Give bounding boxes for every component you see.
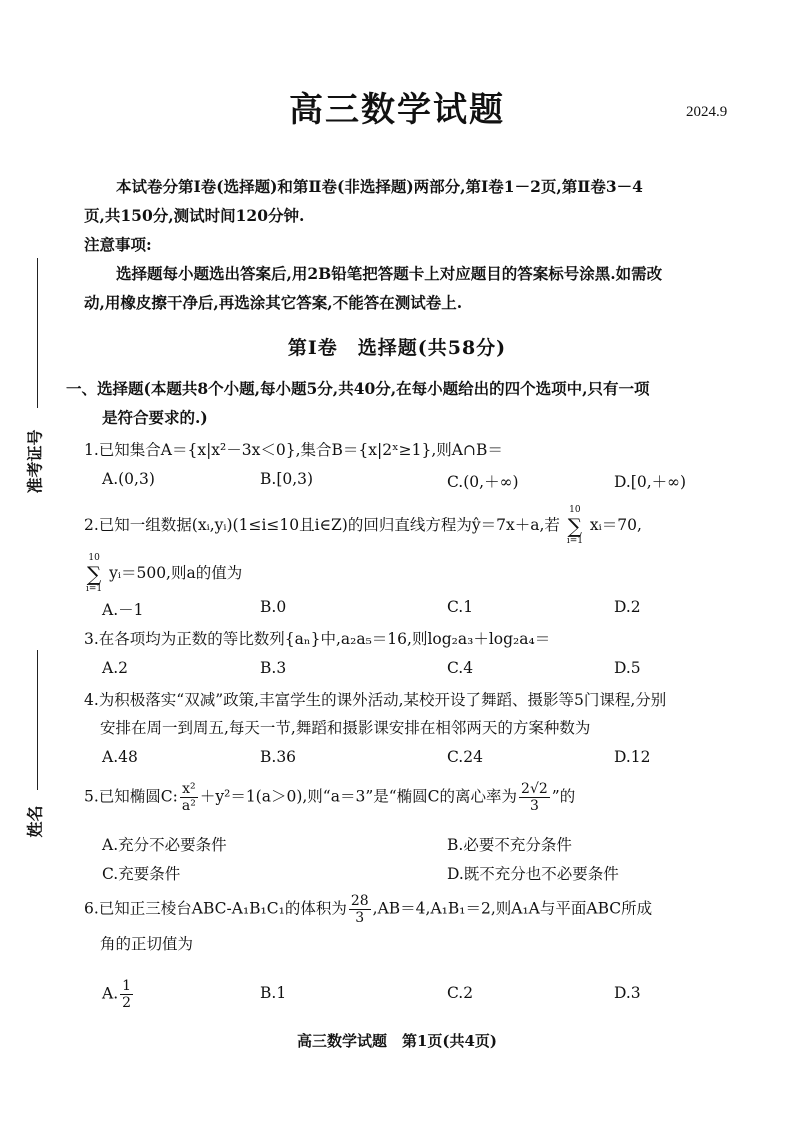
option-c: C.24: [447, 748, 483, 766]
part1-heading: [66, 374, 774, 432]
option-b: B.[0,3): [260, 470, 314, 488]
option-d: D.[0,＋∞): [614, 473, 687, 491]
sum-symbol: 10 ∑ i=1: [566, 505, 583, 546]
exam-date: 2024.9: [686, 104, 728, 120]
question-1-stem: 1.已知集合A＝{x|x²－3x＜0},集合B＝{x|2ˣ≥1},则A∩B＝: [84, 441, 503, 459]
intro-line1: 本试卷分第Ⅰ卷(选择题)和第Ⅱ卷(非选择题)两部分,第Ⅰ卷1－2页,第Ⅱ卷3－4: [116, 177, 643, 196]
question-1: [84, 436, 774, 464]
notice-line2: 动,用橡皮擦干净后,再选涂其它答案,不能答在测试卷上.: [84, 293, 463, 312]
option-b: B.36: [260, 748, 297, 766]
question-5-stem-b: ＋y²＝1(a＞0),则“a＝3”是“椭圆C的离心率为: [199, 787, 518, 806]
option-a: A. $\frac{1}{2}$: [102, 978, 132, 1011]
option-d: D.3: [614, 984, 641, 1002]
page-title: 高三数学试题: [289, 90, 505, 130]
question-2: [84, 505, 774, 595]
part1-heading-line1: 一、选择题(本题共8个小题,每小题5分,共40分,在每小题给出的四个选项中,只有一项: [66, 379, 650, 398]
option-c: C.4: [447, 659, 474, 677]
option-d: D.既不充分也不必要条件: [447, 865, 619, 883]
fraction-volume: $\frac{28}{3}$: [350, 893, 369, 926]
option-a: A.2: [102, 659, 128, 677]
question-4-line1: 4.为积极落实“双减”政策,丰富学生的课外活动,某校开设了舞蹈、摄影等5门课程,分别: [84, 691, 667, 709]
question-3: [84, 625, 774, 653]
question-6: [84, 893, 774, 958]
intro: [84, 172, 774, 317]
option-c: C.(0,＋∞): [447, 473, 519, 491]
option-d: D.12: [614, 748, 651, 766]
question-5-stem-a: 5.已知椭圆C:: [84, 787, 178, 806]
option-c: C.1: [447, 598, 474, 616]
option-a: A.(0,3): [102, 470, 155, 488]
option-a: A.－1: [102, 601, 144, 619]
option-d: D.2: [614, 598, 641, 616]
sum-symbol: 10 ∑ i=1: [86, 553, 103, 594]
option-a: A.48: [102, 748, 138, 766]
notice-line1: 选择题每小题选出答案后,用2B铅笔把答题卡上对应题目的答案标号涂黑.如需改: [116, 264, 663, 283]
exam-id-label: 准考证号: [25, 429, 45, 494]
option-d: D.5: [614, 659, 641, 677]
question-5: [84, 781, 774, 814]
question-6-line1: 6.已知正三棱台ABC-A₁B₁C₁的体积为 $\frac{28}{3}$ ,AB＝4,A₁B₁＝2,则A₁A与平面ABC所成: [84, 893, 653, 926]
option-a: A.充分不必要条件: [102, 836, 227, 854]
option-c: C.2: [447, 984, 474, 1002]
page-footer: 高三数学试题 第1页(共4页): [296, 1032, 498, 1050]
question-2-line2: [84, 553, 774, 595]
option-b: B.必要不充分条件: [447, 836, 572, 854]
question-2-stem-c: yᵢ＝500,则a的值为: [109, 564, 243, 582]
intro-line2: 页,共150分,测试时间120分钟.: [84, 206, 305, 225]
question-2-stem-a: 2.已知一组数据(xᵢ,yᵢ)(1≤i≤10且i∈Z)的回归直线方程为ŷ＝7x＋a,若: [84, 516, 560, 534]
question-2-line1: [84, 505, 774, 547]
fraction-one-half: $\frac{1}{2}$: [122, 978, 132, 1011]
question-5-stem-c: ”的: [551, 787, 576, 806]
question-3-stem: 3.在各项均为正数的等比数列{aₙ}中,a₂a₅＝16,则log₂a₃＋log₂a₄＝: [84, 630, 551, 648]
question-2-stem-b: xᵢ＝70,: [589, 516, 642, 534]
question-4-line2: 安排在周一到周五,每天一节,舞蹈和摄影课安排在相邻两天的方案种数为: [100, 719, 591, 737]
fraction-eccentricity: $\frac{2√2}{3}$: [521, 781, 548, 814]
question-6-line2: 角的正切值为: [100, 935, 194, 953]
option-c: C.充要条件: [102, 865, 181, 883]
notice-heading: 注意事项:: [84, 235, 152, 254]
question-4: [84, 686, 774, 742]
option-b: B.0: [260, 598, 287, 616]
section-title: 第Ⅰ卷 选择题(共58分): [287, 337, 507, 359]
option-b: B.3: [260, 659, 287, 677]
name-line: [37, 650, 38, 790]
fraction-x2-a2: $\frac{\text{x²}}{\text{a²}}$: [181, 781, 196, 814]
option-b: B.1: [260, 984, 287, 1002]
name-label: 姓名: [25, 805, 45, 838]
part1-heading-line2: 是符合要求的.): [102, 408, 208, 427]
